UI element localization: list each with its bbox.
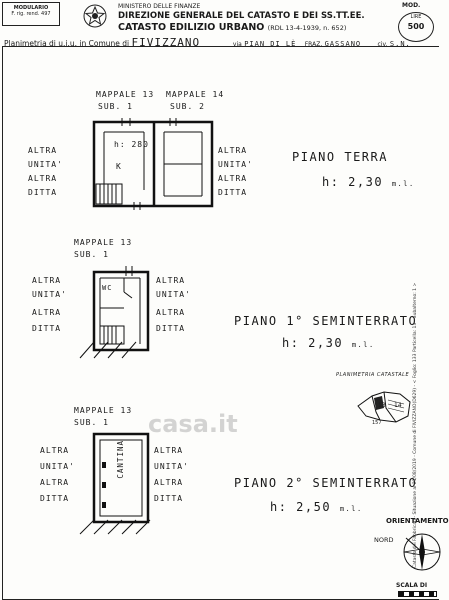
sem1-height-unit: m.l. (351, 341, 375, 349)
sem1-wc: WC (102, 284, 113, 292)
terra-room-k: K (116, 162, 122, 171)
terra-height-unit: m.l. (391, 180, 415, 188)
terra-left-4: DITTA (28, 188, 58, 197)
terra-left-3: ALTRA (28, 174, 58, 183)
orientation-label: ORIENTAMENTO (386, 517, 449, 525)
site-plan-13: 13 (378, 402, 386, 409)
sem1-left-1: ALTRA (32, 276, 62, 285)
terra-sub-2: SUB. 2 (170, 102, 205, 111)
sem2-height-unit: m.l. (339, 505, 363, 513)
sem1-sub: SUB. 1 (74, 250, 109, 259)
sem1-mappale: MAPPALE 13 (74, 238, 133, 247)
sem1-height-value: h: 2,30 (282, 336, 344, 350)
watermark: casa.it (148, 410, 238, 438)
scale-bar (398, 591, 437, 597)
site-plan-title: PLANIMETRIA CATASTALE (336, 372, 410, 378)
terra-room-height: h: 280 (114, 140, 149, 149)
sem1-right-3: ALTRA (156, 308, 186, 317)
terra-height-value: h: 2,30 (322, 175, 384, 189)
sem1-left-2: UNITA' (32, 290, 67, 299)
direction-label: DIREZIONE GENERALE DEL CATASTO E DEI SS.TT.EE. (118, 11, 365, 21)
site-plan-14: 14 (394, 402, 402, 409)
side-note: Catasto dei Fabbricati - Situazione al 21/08/2019 - Comune di FIVIZZANO(D629) - < Foglio: 133 Particella: 13 - Subalterno: 1 > (413, 282, 418, 568)
sem2-mappale: MAPPALE 13 (74, 406, 133, 415)
sem1-right-1: ALTRA (156, 276, 186, 285)
sem2-left-3: ALTRA (40, 478, 70, 487)
sem1-right-4: DITTA (156, 324, 186, 333)
sem1-right-2: UNITA' (156, 290, 191, 299)
republic-emblem-icon (82, 3, 108, 29)
civ-label: civ. (377, 41, 388, 48)
sem2-right-1: ALTRA (154, 446, 184, 455)
nord-label: NORD (374, 536, 394, 544)
terra-left-1: ALTRA (28, 146, 58, 155)
modulario-box (2, 2, 60, 26)
via-value: PIAN DI LÈ (244, 40, 297, 48)
terra-sub-1: SUB. 1 (98, 102, 133, 111)
sem1-left-3: ALTRA (32, 308, 62, 317)
terra-floor-title: PIANO TERRA (292, 150, 388, 164)
sem2-floor-title: PIANO 2° SEMINTERRATO (234, 476, 418, 490)
sem2-cantina: CANTINA (116, 440, 125, 479)
fraz-value: GASSANO (324, 40, 362, 48)
sem2-left-1: ALTRA (40, 446, 70, 455)
sem1-left-4: DITTA (32, 324, 62, 333)
via-label: via (232, 41, 242, 48)
terra-right-3: ALTRA (218, 174, 248, 183)
terra-mappale-13: MAPPALE 13 (96, 90, 155, 99)
comune-value: FIVIZZANO (131, 36, 201, 49)
mod-label: MOD. (402, 2, 421, 9)
terra-right-1: ALTRA (218, 146, 248, 155)
sem2-right-3: ALTRA (154, 478, 184, 487)
sem2-floor-height (270, 500, 363, 514)
sem2-right-4: DITTA (154, 494, 184, 503)
ministry-label: MINISTERO DELLE FINANZE (118, 3, 201, 10)
modulario-form: F. rig. rend. 497 (11, 11, 51, 17)
catasto-label: CATASTO EDILIZIO URBANO (118, 22, 265, 33)
civ-value: S.N. (389, 40, 411, 48)
sem2-left-2: UNITA' (40, 462, 75, 471)
terra-left-2: UNITA' (28, 160, 63, 169)
sem2-right-2: UNITA' (154, 462, 189, 471)
planimetria-prefix: Planimetria di u.i.u. in Comune di (4, 39, 130, 48)
catasto-title (118, 22, 346, 33)
terra-mappale-14: MAPPALE 14 (166, 90, 225, 99)
sem2-left-4: DITTA (40, 494, 70, 503)
rdl-label: (RDL 13-4-1939, n. 652) (267, 24, 347, 32)
terra-right-4: DITTA (218, 188, 248, 197)
sem1-floor-title: PIANO 1° SEMINTERRATO (234, 314, 418, 328)
sem1-floor-height (282, 336, 375, 350)
sem2-height-value: h: 2,50 (270, 500, 332, 514)
terra-floor-plan (80, 110, 220, 210)
fraz-label: FRAZ. (304, 41, 323, 48)
stamp-value: 500 (407, 22, 425, 31)
site-plan-157: 157 (372, 420, 382, 426)
terra-floor-height (322, 175, 415, 189)
sem2-sub: SUB. 1 (74, 418, 109, 427)
terra-right-2: UNITA' (218, 160, 253, 169)
stamp-lire: LIRE (410, 14, 422, 20)
scale-label: SCALA DI (396, 582, 428, 589)
modulario-label: MODULARIO (13, 5, 49, 11)
